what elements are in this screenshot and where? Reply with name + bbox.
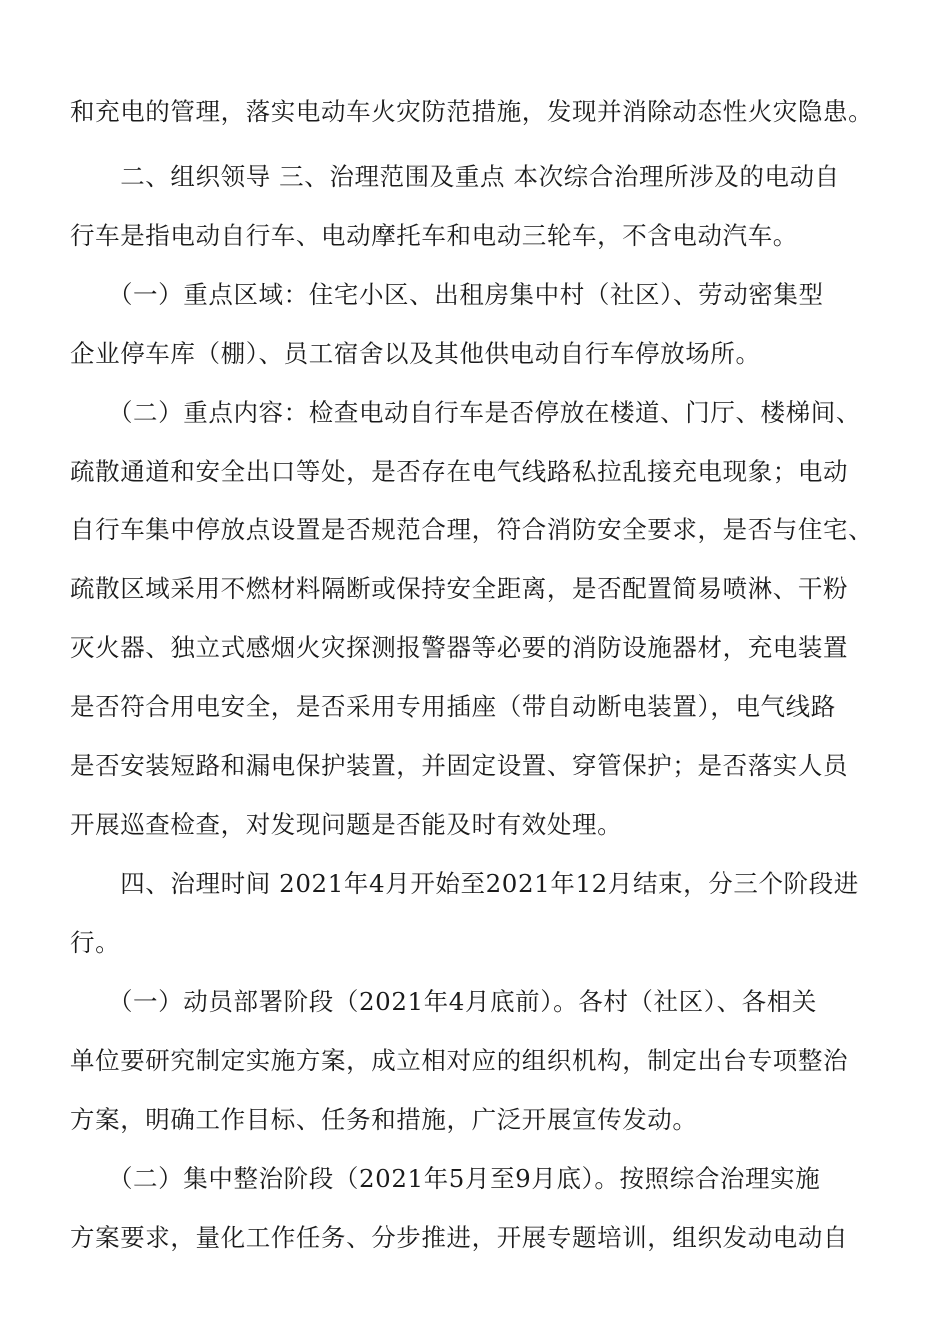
text-line: 企业停车库（棚）、员工宿舍以及其他供电动自行车停放场所。 [70,339,761,368]
text-line: 行。 [70,928,121,957]
text-line: （一）重点区域：住宅小区、出租房集中村（社区）、劳动密集型 [70,280,824,309]
text-line: 四、治理时间 2021年4月开始至2021年12月结束，分三个阶段进 [70,869,859,898]
text-line: 方案，明确工作目标、任务和措施，广泛开展宣传发动。 [70,1105,698,1134]
text-line: 开展巡查检查，对发现问题是否能及时有效处理。 [70,810,623,839]
text-line: 灭火器、独立式感烟火灾探测报警器等必要的消防设施器材，充电装置 [70,633,849,662]
text-line: 单位要研究制定实施方案，成立相对应的组织机构，制定出台专项整治 [70,1046,849,1075]
text-line: 是否安装短路和漏电保护装置，并固定设置、穿管保护；是否落实人员 [70,751,849,780]
text-line: 方案要求，量化工作任务、分步推进，开展专题培训，组织发动电动自 [70,1223,849,1252]
text-line: （一）动员部署阶段（2021年4月底前）。各村（社区）、各相关 [70,987,817,1016]
text-line: 和充电的管理，落实电动车火灾防范措施，发现并消除动态性火灾隐患。 [70,97,874,126]
text-line: 自行车集中停放点设置是否规范合理，符合消防安全要求，是否与住宅、 [70,515,874,544]
text-line: 是否符合用电安全，是否采用专用插座（带自动断电装置），电气线路 [70,692,836,721]
text-line: 疏散区域采用不燃材料隔断或保持安全距离，是否配置简易喷淋、干粉 [70,574,849,603]
text-line: 二、组织领导 三、治理范围及重点 本次综合治理所涉及的电动自 [70,162,840,191]
text-line: 疏散通道和安全出口等处，是否存在电气线路私拉乱接充电现象；电动 [70,457,849,486]
text-line: 行车是指电动自行车、电动摩托车和电动三轮车，不含电动汽车。 [70,221,798,250]
text-line: （二）集中整治阶段（2021年5月至9月底）。按照综合治理实施 [70,1164,821,1193]
text-line: （二）重点内容：检查电动自行车是否停放在楼道、门厅、楼梯间、 [70,398,861,427]
